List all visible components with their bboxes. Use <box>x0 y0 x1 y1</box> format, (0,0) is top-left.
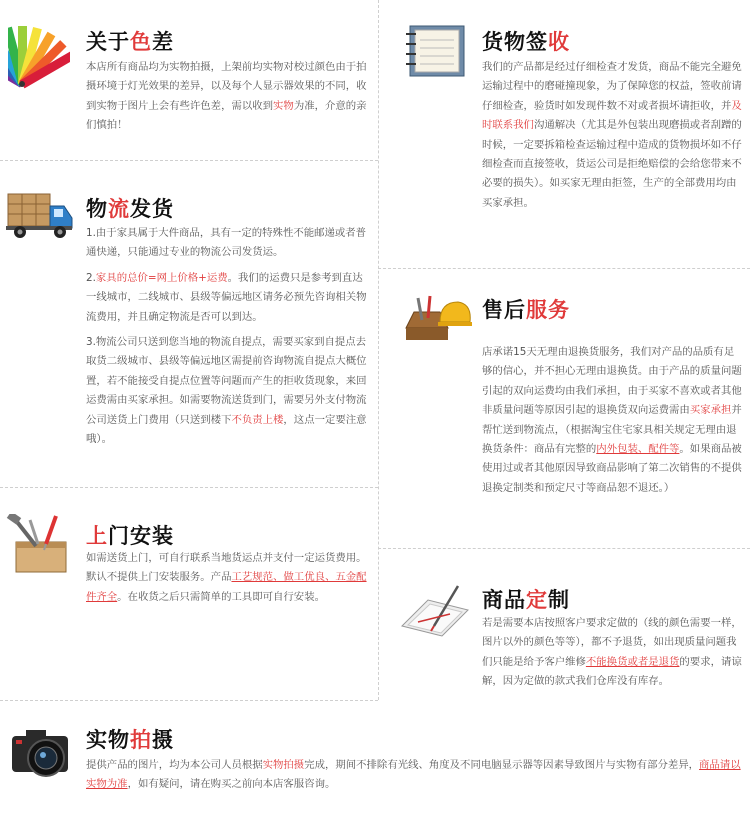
title-highlight: 色 <box>130 30 152 54</box>
section-body <box>482 343 744 502</box>
title-text: 摄 <box>152 728 174 752</box>
title-text: 售后 <box>482 298 526 322</box>
body-text: 。我们的运费只是参考到直达一线城市，二线城市、县级等偏远地区请务必预先咨询相关物流费用，并且确定物流是否可以到达。 <box>86 271 367 323</box>
body-highlight: 买家承担 <box>689 404 732 417</box>
section-body <box>482 614 744 696</box>
body-text: ，如有疑问，请在购买之前向本店客服咨询。 <box>127 778 336 791</box>
section-title <box>86 724 174 754</box>
title-text: 门安装 <box>108 524 174 548</box>
body-text: 完成，期间不排除有光线、角度及不同电脑显示器等因素导致图片与实物有部分差异， <box>304 759 700 771</box>
body-highlight: 商品请以实物为准 <box>86 759 741 791</box>
section-title <box>482 294 570 324</box>
body-highlight: 家具的总价=网上价格+运费 <box>95 271 228 284</box>
notebook-icon <box>402 20 468 84</box>
title-highlight: 服务 <box>526 298 570 322</box>
body-text: 。在收货之后只需简单的工具即可自行安装。 <box>117 590 325 603</box>
body-text: 本店所有商品均为实物拍摄，上架前均实物对校过颜色由于拍摄环境于灯光效果的差异，以及每个人显示器效果的不同，收到实物于图片上会有些许色差，需以收到 <box>86 61 367 112</box>
section-title <box>86 26 174 56</box>
title-text: 发货 <box>130 197 174 221</box>
body-text: ，这点一定要注意哦）。 <box>86 413 367 446</box>
body-highlight: 及时联系我们 <box>482 99 742 132</box>
body-text: 店承诺15天无理由退换货服务，我们对产品的品质有足够的信心，并不担心无理由退换货。由于产品的质量问题引起的双向运费均由我们承担，由于买家不喜欢或者其他非质量问题等原因引起的退换货双向运费需由 <box>482 346 742 417</box>
title-highlight: 定 <box>526 588 548 612</box>
body-text: 1.由于家具属于大件商品，具有一定的特殊性不能邮递或者普通快递，只能通过专业的物流公司发货运。 <box>86 227 367 259</box>
title-highlight: 拍 <box>130 728 152 752</box>
body-highlight: 实物拍摄 <box>262 759 305 771</box>
section-body <box>86 224 370 453</box>
drawing-board-icon <box>398 582 470 646</box>
section-body <box>86 756 742 799</box>
title-text: 货物签 <box>482 30 548 54</box>
divider-logistics <box>0 487 378 488</box>
body-text: 2. <box>86 271 96 284</box>
body-text: 若是需要本店按照客户要求定做的（线的颜色需要一样，图片以外的颜色等等），都不予退货，如出现质量问题我们只能是给予客户维修 <box>482 617 742 668</box>
divider-receipt <box>378 268 750 269</box>
title-text: 差 <box>152 30 174 54</box>
vertical-divider <box>378 0 379 700</box>
hardhat-tools-icon <box>400 292 472 352</box>
section-body <box>86 549 370 611</box>
body-highlight: 不负责上楼 <box>231 413 284 426</box>
divider-install <box>0 700 378 701</box>
title-highlight: 上 <box>86 524 108 548</box>
body-text: 为准，介意的亲们慎拍！ <box>86 99 367 132</box>
color-swatch-icon <box>8 22 70 98</box>
body-highlight: 内外包装、配件等 <box>596 443 680 456</box>
section-body <box>86 58 368 140</box>
body-text: 我们的产品都是经过仔细检查才发货，商品不能完全避免运输过程中的磨碰撞现象，为了保障您的权益，签收前请仔细检查，验货时如发现件数不对或者损坏请拒收，并 <box>482 61 742 112</box>
section-title <box>482 26 570 56</box>
divider-color <box>0 160 378 161</box>
section-title <box>482 584 570 614</box>
title-highlight: 收 <box>548 30 570 54</box>
body-text: 沟通解决（尤其是外包装出现磨损或者刮蹭的时候，一定要拆箱检查运输过程中造成的货物损坏如不仔细检查而直接签收，货运公司是拒绝赔偿的会给您带来不必要的损失）。如买家无理由拒签，生产的全部费用均由买家承担。 <box>482 119 742 209</box>
body-text: 提供产品的图片，均为本公司人员根据 <box>86 759 263 771</box>
toolbox-icon <box>6 514 72 580</box>
title-text: 制 <box>548 588 570 612</box>
body-highlight: 不能换货或者是退货 <box>585 655 680 668</box>
body-text: 并帮忙送到物流点，（根据淘宝住宅家具相关规定无理由退换货条件：商品有完整的 <box>482 404 742 456</box>
body-text: 的要求，请谅解，因为定做的款式我们仓库没有库存。 <box>482 655 742 688</box>
body-highlight: 实物 <box>273 99 294 112</box>
section-title <box>86 193 174 223</box>
divider-aftersale <box>378 548 750 549</box>
title-highlight: 流 <box>108 197 130 221</box>
title-text: 关于 <box>86 30 130 54</box>
body-text: 3.物流公司只送到您当地的物流自提点，需要买家到自提点去取货二级城市、县级等偏远地区需提前咨询物流自提点大概位置，若不能接受自提点位置等问题而产生的拒收货现象，来回运费需由买家承担。如需要物流送货到门，需要另外支付物流公司送货上门费用（只送到楼下 <box>86 336 367 426</box>
title-text: 物 <box>86 197 108 221</box>
camera-icon <box>10 722 74 784</box>
body-text: 。如果商品被使用过或者其他原因导致商品影响了第二次销售的不提供退换定制类和预定尺寸等商品恕不退还。） <box>482 443 742 494</box>
title-text: 商品 <box>482 588 526 612</box>
body-highlight: 工艺规范、做工优良、五金配件齐全 <box>86 571 367 603</box>
delivery-truck-icon <box>6 186 76 246</box>
title-text: 实物 <box>86 728 130 752</box>
section-title <box>86 520 174 550</box>
body-text: 如需送货上门，可自行联系当地货运点并支付一定运货费用。默认不提供上门安装服务。产品 <box>86 552 367 584</box>
section-body <box>482 58 744 217</box>
